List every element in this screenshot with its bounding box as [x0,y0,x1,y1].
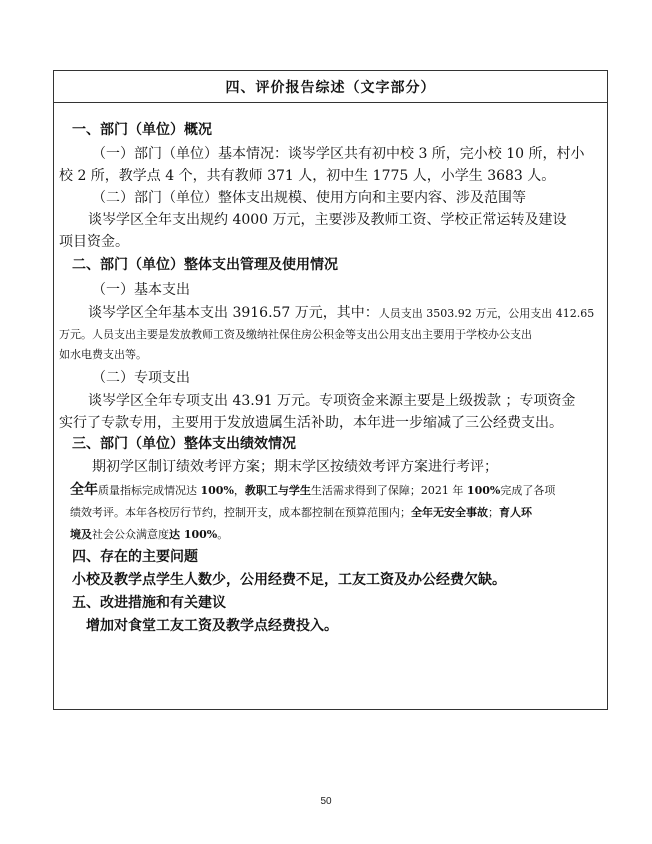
page-number: 50 [320,796,332,807]
report-title-row [54,71,607,103]
s2-sub1: （一）基本支出 [92,282,190,298]
s5-p1: 增加对食堂工友工资及教学点经费投入。 [86,618,338,634]
section-5-heading: 五、改进措施和有关建议 [72,595,226,611]
s3-p3-seg4: 育人环 [499,506,532,519]
section-4-heading: 四、存在的主要问题 [72,549,198,565]
s4-p1: 小校及教学点学生人数少，公用经费不足，工友工资及办公经费欠缺。 [72,572,506,588]
s3-p2-seg6: 生活需求得到了保障；2021 年 [310,484,467,497]
s1-p3-line-a: 谈岑学区全年支出规约 4000 万元，主要涉及教师工资、学校正常运转及建设 [88,212,567,228]
s1-p2: （二）部门（单位）整体支出规模、使用方向和主要内容、涉及范围等 [92,190,526,206]
s3-p2-seg1: 全年 [70,482,98,498]
s3-p3-seg2: 全年无安全事故 [411,506,488,519]
s2-p1-text-large: 谈岑学区全年基本支出 3916.57 万元，其中： [88,305,379,321]
s2-sub2: （二）专项支出 [92,370,190,386]
report-frame [53,70,608,710]
s1-p3-line-b: 项目资金。 [59,234,129,250]
report-title: 四、评价报告综述（文字部分） [225,79,436,96]
s3-p4 [70,525,228,545]
s3-p2-seg7: 100% [466,484,501,497]
section-2-heading: 二、部门（单位）整体支出管理及使用情况 [72,257,338,273]
s3-p2-seg4: ， [233,484,245,497]
s3-p4-seg2: 社会公众满意度 [92,528,169,541]
s1-p1-line-a: （一）部门（单位）基本情况：谈岑学区共有初中校 3 所，完小校 10 所，村小 [92,146,585,162]
s1-p1-line-b: 校 2 所，教学点 4 个，共有教师 371 人，初中生 1775 人，小学生 3683 人。 [59,168,556,184]
s3-p3-seg1: 绩效考评。本年各校厉行节约，控制开支，成本都控制在预算范围内； [70,506,411,519]
s3-p4-seg1: 境及 [70,528,92,541]
s3-p4-seg3: 达 100% [169,528,218,541]
section-1-heading: 一、部门（单位）概况 [72,122,212,138]
s2-p1-line-a [88,303,594,324]
s2-p2-line-a: 谈岑学区全年专项支出 43.91 万元。专项资金来源主要是上级拨款 ；专项资金 [88,393,576,409]
s3-p4-seg4: 。 [217,528,229,541]
s2-p1-text-small: 人员支出 3503.92 万元，公用支出 412.65 [378,307,595,320]
s3-p2 [70,480,555,501]
section-3-heading: 三、部门（单位）整体支出绩效情况 [72,436,296,452]
s2-p1-line-b: 万元。人员支出主要是发放教师工资及缴纳社保住房公积金等支出公用支出主要用于学校办公支出 [59,328,532,341]
s2-p1-line-c: 如水电费支出等。 [59,348,147,361]
s3-p2-seg5: 教职工与学生 [244,484,311,497]
s3-p3-seg3: ； [488,506,499,519]
s3-p2-seg2: 质量指标完成情况达 [98,484,201,497]
s3-p2-seg8: 完成了各项 [500,484,556,497]
s2-p2-line-b: 实行了专款专用，主要用于发放遗属生活补助，本年进一步缩减了三公经费支出。 [59,415,563,431]
s3-p2-seg3: 100% [200,484,234,497]
s3-p1: 期初学区制订绩效考评方案；期末学区按绩效考评方案进行考评； [92,459,498,475]
s3-p3 [70,503,532,523]
